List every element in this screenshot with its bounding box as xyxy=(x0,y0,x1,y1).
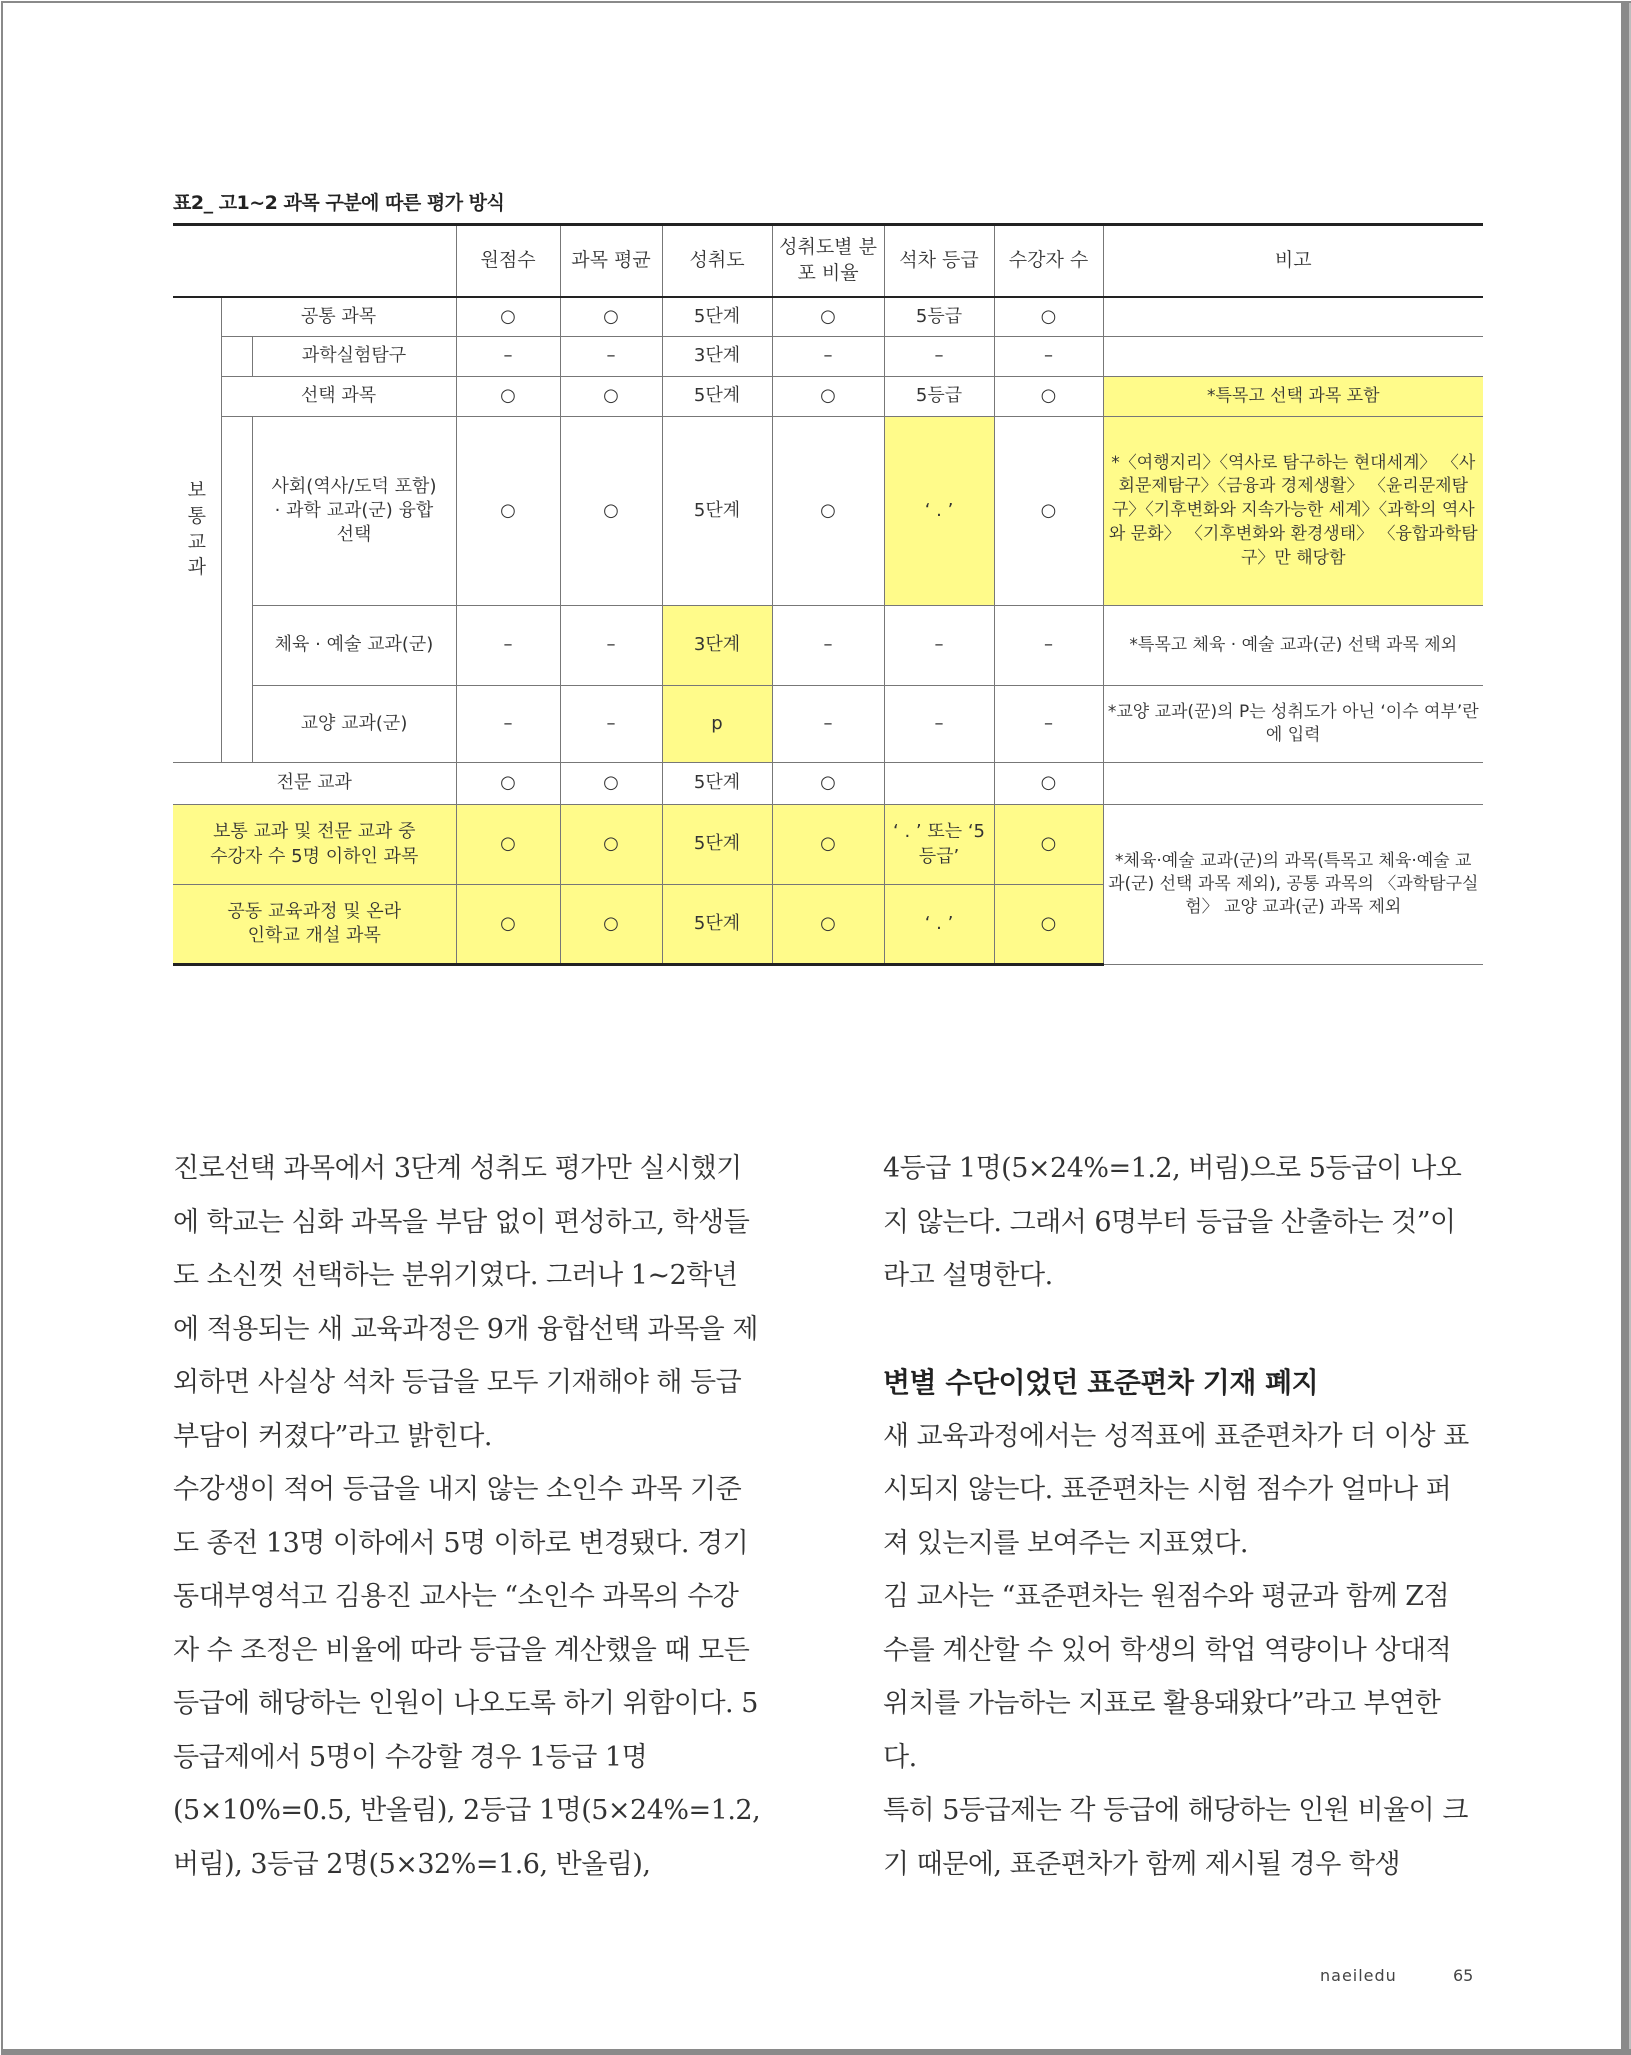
cell: 5단계 xyxy=(662,297,772,337)
page-number: 65 xyxy=(1453,1966,1474,1985)
paragraph: 진로선택 과목에서 3단계 성취도 평가만 실시했기에 학교는 심화 과목을 부담 없이 편성하고, 학생들도 소신껏 선택하는 분위기였다. 그러나 1~2학년에 적용되는 새 교육과정은 9개 융합선택 과목을 제외하면 사실상 석차 등급을 모두 기재해야 해 등급 부담이 커졌다”라고 밝힌다. xyxy=(173,1153,758,1452)
cell: ○ xyxy=(772,377,884,417)
header-student-count: 수강자 수 xyxy=(994,225,1103,297)
note-cell: *특목고 체육 · 예술 교과(군) 선택 과목 제외 xyxy=(1103,606,1483,686)
cell: – xyxy=(456,686,560,763)
table-row xyxy=(173,297,1483,337)
cell: ○ xyxy=(994,763,1103,805)
cell: 5단계 xyxy=(662,885,772,965)
table-row xyxy=(173,337,1483,377)
cell: ○ xyxy=(772,805,884,885)
row-label: 전문 교과 xyxy=(173,763,456,805)
cell: ○ xyxy=(772,417,884,606)
header-subject-average: 과목 평균 xyxy=(560,225,662,297)
cell: 5단계 xyxy=(662,763,772,805)
indent-cell xyxy=(221,417,252,763)
cell: – xyxy=(560,686,662,763)
article-column-right xyxy=(883,1142,1473,1891)
cell: ○ xyxy=(560,885,662,965)
row-label: 선택 과목 xyxy=(221,377,456,417)
cell: – xyxy=(994,686,1103,763)
cell: ○ xyxy=(456,297,560,337)
cell: ○ xyxy=(560,805,662,885)
cell: 5등급 xyxy=(884,297,994,337)
indent-cell xyxy=(221,337,252,377)
cell: ‘ . ’ 또는 ‘5등급’ xyxy=(884,805,994,885)
section-heading: 변별 수단이었던 표준편차 기재 폐지 xyxy=(883,1366,1319,1399)
cell: ○ xyxy=(994,417,1103,606)
cell: – xyxy=(560,337,662,377)
note-cell xyxy=(1103,763,1483,805)
row-label: 공통 과목 xyxy=(221,297,456,337)
row-label: 과학실험탐구 xyxy=(252,337,456,377)
table-row xyxy=(173,805,1483,885)
cell: – xyxy=(560,606,662,686)
header-raw-score: 원점수 xyxy=(456,225,560,297)
article-column-left xyxy=(173,1142,763,1891)
cell: ○ xyxy=(772,885,884,965)
table-row xyxy=(173,763,1483,805)
note-cell xyxy=(1103,337,1483,377)
table-row xyxy=(173,417,1483,606)
note-cell xyxy=(1103,297,1483,337)
cell: ○ xyxy=(772,297,884,337)
evaluation-table xyxy=(173,223,1483,966)
cell: 3단계 xyxy=(662,337,772,377)
cell: – xyxy=(884,606,994,686)
cell: 5단계 xyxy=(662,805,772,885)
paragraph: 새 교육과정에서는 성적표에 표준편차가 더 이상 표시되지 않는다. 표준편차는 시험 점수가 얼마나 퍼져 있는지를 보여주는 지표였다. xyxy=(883,1420,1469,1559)
cell: ○ xyxy=(456,763,560,805)
paragraph: 특히 5등급제는 각 등급에 해당하는 인원 비율이 크기 때문에, 표준편차가 함께 제시될 경우 학생 xyxy=(883,1795,1468,1880)
cell: – xyxy=(772,686,884,763)
header-blank xyxy=(173,225,456,297)
cell: 3단계 xyxy=(662,606,772,686)
cell: 5단계 xyxy=(662,417,772,606)
cell: ○ xyxy=(560,417,662,606)
cell: ‘ . ’ xyxy=(884,417,994,606)
paragraph: 4등급 1명(5×24%=1.2, 버림)으로 5등급이 나오지 않는다. 그래서 6명부터 등급을 산출하는 것”이라고 설명한다. xyxy=(883,1153,1462,1291)
cell: ○ xyxy=(994,377,1103,417)
paragraph: 김 교사는 “표준편차는 원점수와 평균과 함께 Z점수를 계산할 수 있어 학생의 학업 역량이나 상대적 위치를 가늠하는 지표로 활용돼왔다”라고 부연한다. xyxy=(883,1581,1452,1773)
cell: ○ xyxy=(560,763,662,805)
cell: – xyxy=(456,606,560,686)
cell: ‘ . ’ xyxy=(884,885,994,965)
header-rank-grade: 석차 등급 xyxy=(884,225,994,297)
note-cell: *〈여행지리〉〈역사로 탐구하는 현대세계〉 〈사회문제탐구〉〈금융과 경제생활〉 〈윤리문제탐구〉〈기후변화와 지속가능한 세계〉〈과학의 역사와 문화〉 〈기후변화와 환경생태〉 〈융합과학탐구〉만 해당함 xyxy=(1103,417,1483,606)
spacer xyxy=(883,1303,1473,1357)
table-row xyxy=(173,377,1483,417)
cell: – xyxy=(884,686,994,763)
cell: p xyxy=(662,686,772,763)
cell: – xyxy=(884,337,994,377)
cell: – xyxy=(772,337,884,377)
cell xyxy=(884,763,994,805)
header-distribution-ratio: 성취도별 분포 비율 xyxy=(772,225,884,297)
row-label: 체육 · 예술 교과(군) xyxy=(252,606,456,686)
table-row xyxy=(173,606,1483,686)
cell: ○ xyxy=(560,377,662,417)
cell: ○ xyxy=(994,885,1103,965)
group-label: 보 통 교 과 xyxy=(173,297,221,763)
cell: ○ xyxy=(456,805,560,885)
cell: ○ xyxy=(456,377,560,417)
note-cell: *체육·예술 교과(군)의 과목(특목고 체육·예술 교과(군) 선택 과목 제외), 공통 과목의 〈과학탐구실험〉 교양 교과(군) 과목 제외 xyxy=(1103,805,1483,965)
cell: 5등급 xyxy=(884,377,994,417)
cell: – xyxy=(772,606,884,686)
row-label: 보통 교과 및 전문 교과 중 수강자 수 5명 이하인 과목 xyxy=(173,805,456,885)
header-row xyxy=(173,225,1483,297)
table-caption: 표2_ 고1~2 과목 구분에 따른 평가 방식 xyxy=(173,192,505,214)
footer-brand: naeiledu xyxy=(1320,1966,1397,1985)
cell: ○ xyxy=(994,805,1103,885)
cell: – xyxy=(994,337,1103,377)
cell: – xyxy=(456,337,560,377)
header-remarks: 비고 xyxy=(1103,225,1483,297)
cell: ○ xyxy=(456,417,560,606)
cell: ○ xyxy=(772,763,884,805)
note-cell: *교양 교과(꾼)의 P는 성취도가 아닌 ‘이수 여부’란에 입력 xyxy=(1103,686,1483,763)
cell: ○ xyxy=(456,885,560,965)
row-label: 교양 교과(군) xyxy=(252,686,456,763)
header-achievement: 성취도 xyxy=(662,225,772,297)
note-cell: *특목고 선택 과목 포함 xyxy=(1103,377,1483,417)
paragraph: 수강생이 적어 등급을 내지 않는 소인수 과목 기준도 종전 13명 이하에서 5명 이하로 변경됐다. 경기 동대부영석고 김용진 교사는 “소인수 과목의 수강자 수 조정은 비율에 따라 등급을 계산했을 때 모든 등급에 해당하는 인원이 나오도록 하기 위함이다. 5등급제에서 5명이 수강할 경우 1등급 1명(5×10%=0.5, 반올림), 2등급 1명(5×24%=1.2, 버림), 3등급 2명(5×32%=1.6, 반올림), xyxy=(173,1474,761,1880)
cell: ○ xyxy=(994,297,1103,337)
cell: 5단계 xyxy=(662,377,772,417)
table-row xyxy=(173,686,1483,763)
cell: – xyxy=(994,606,1103,686)
row-label: 공동 교육과정 및 온라인학교 개설 과목 xyxy=(173,885,456,965)
cell: ○ xyxy=(560,297,662,337)
row-label: 사회(역사/도덕 포함) · 과학 교과(군) 융합선택 xyxy=(252,417,456,606)
